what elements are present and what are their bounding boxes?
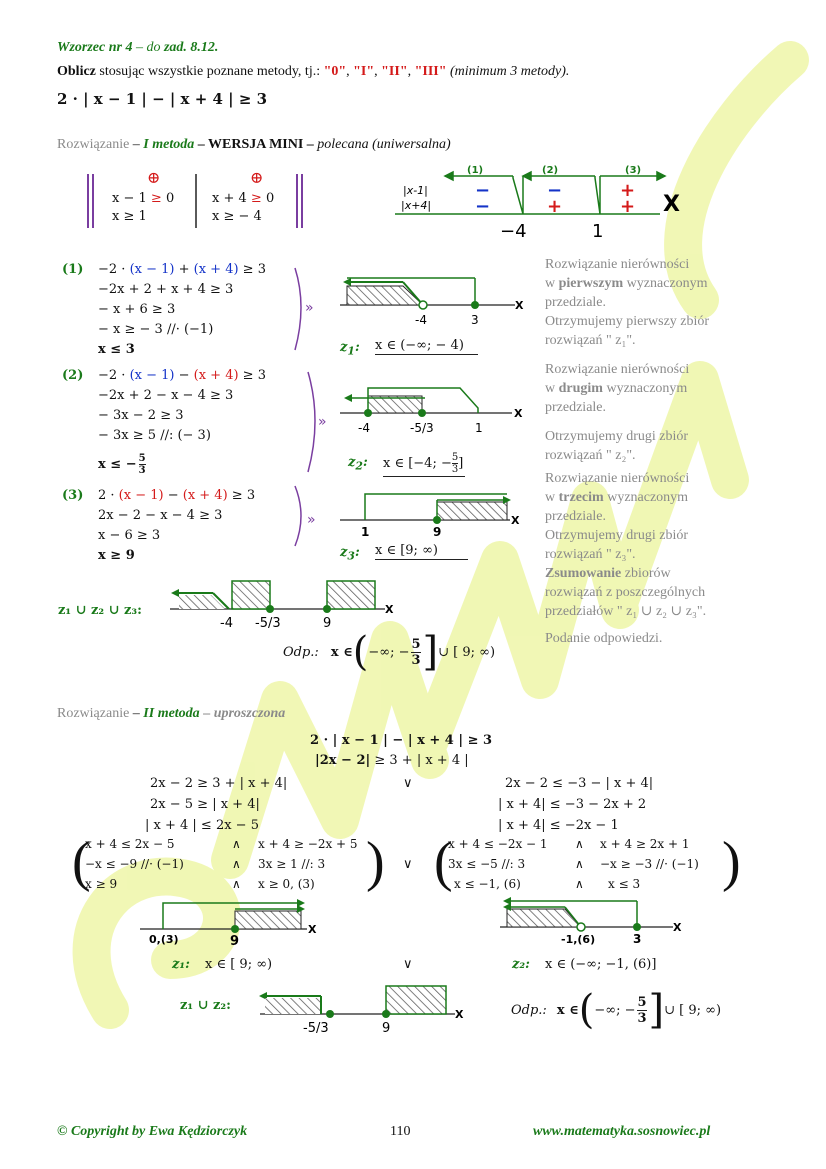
st-t1: −4 (500, 221, 527, 242)
note-5c: przedziale. (545, 509, 607, 524)
c1-l1b: (x − 1) (129, 262, 175, 277)
zero-b-line2: x ≥ − 4 (212, 209, 262, 224)
st-row2: |x+4| (401, 199, 432, 212)
m1-union-numberline (165, 575, 400, 635)
m2-right-s2a: 3x ≤ −5 //: 3 (448, 857, 526, 871)
zero-b-line1 (212, 191, 274, 206)
m2-right-rparen: ) (722, 831, 741, 893)
note-2a: Otrzymujemy pierwszy zbiór (545, 314, 710, 329)
m2-right-s3c: x ≤ 3 (608, 877, 641, 891)
st-axis: X (663, 192, 680, 217)
m2l-t2: 9 (230, 934, 240, 949)
m2-union-numberline (255, 980, 470, 1035)
zero-a-lhs: x − 1 (112, 191, 151, 206)
m2-right-lparen: ( (434, 831, 453, 893)
note-7a (545, 564, 709, 583)
note-3b (545, 379, 709, 398)
side-notes (545, 255, 709, 648)
instruction-bold: Oblicz (57, 64, 96, 79)
c2-l1 (98, 368, 266, 383)
c1-l4: − x ≥ − 3 //· (−1) (98, 322, 214, 337)
note-1b-bold: pierwszym (558, 276, 624, 291)
m1-odp: Odp.: (283, 644, 319, 660)
note-3b-bold: drugim (558, 381, 603, 396)
c2-l5-text: x ≤ − (98, 457, 137, 472)
m1-lparen: ( (352, 629, 369, 675)
zero-a-line1 (112, 191, 174, 206)
m1u-t2: -5/3 (255, 616, 281, 631)
m2-right-l3: | x + 4| ≤ −2x − 1 (498, 818, 619, 833)
st-s2a: − (547, 180, 563, 201)
m2-left-s3a: x ≥ 9 (85, 877, 118, 891)
m2-z1-label: z₁: (172, 957, 190, 972)
c3-l3: x − 6 ≥ 3 (98, 528, 161, 543)
m2u-t2: 9 (382, 1021, 391, 1035)
instruction-text: stosując wszystkie poznane metody, tj.: (95, 64, 324, 79)
footer-site-link[interactable]: www.matematyka.sosnowiec.pl (533, 1124, 711, 1139)
m2-right-s1a: x + 4 ≤ −2x − 1 (448, 837, 548, 851)
c1-chevron-icon: » (305, 300, 314, 316)
c1-num: (1) (62, 262, 84, 277)
m2-name: II metoda (143, 706, 200, 721)
c1-l3: − x + 6 ≥ 3 (98, 302, 176, 317)
c2-num: (2) (62, 368, 84, 383)
m2u-t1: -5/3 (303, 1021, 329, 1035)
m2-left-s1c: x + 4 ≥ −2x + 5 (258, 837, 358, 851)
m1-rbracket: ] (422, 629, 439, 675)
c2-fd: 3 (138, 465, 146, 476)
m2-odp: Odp.: (511, 1002, 547, 1018)
c3-l1b: (x − 1) (118, 488, 164, 503)
c2-z: z (348, 455, 356, 470)
m2-left-l1: 2x − 2 ≥ 3 + | x + 4| (150, 776, 288, 791)
method2-header (57, 706, 285, 722)
st-s3b: + (620, 196, 636, 217)
c2-zsub: 2 (355, 459, 363, 473)
m1-name: I metoda (143, 137, 195, 152)
c2-zset-text: x ∈ [−4; − (383, 456, 452, 471)
m2-left-s1a: x + 4 ≤ 2x − 5 (85, 837, 175, 851)
note-5b-pre: w (545, 490, 559, 505)
c2-t2: -5/3 (410, 421, 434, 435)
title-text: Wzorzec nr 4 (57, 40, 133, 55)
m2-e2a: |2x − 2| (315, 753, 371, 768)
st-t2: 1 (592, 221, 604, 242)
m2-ans-c: ∪ [ 9; ∞) (664, 1002, 722, 1018)
note-4a: Otrzymujemy drugi zbiór (545, 429, 689, 444)
m2-note: – uproszczona (199, 706, 286, 721)
note-8: Podanie odpowiedzi. (545, 631, 663, 646)
st-s1b: − (475, 196, 491, 217)
zero-b-rhs: 0 (261, 191, 275, 206)
c2-chevron-icon: » (318, 414, 327, 430)
c1-zsub: 1 (347, 344, 355, 358)
m2-rbracket: ] (648, 987, 665, 1033)
c2-zset (383, 452, 465, 477)
m1-union-label: z₁ ∪ z₂ ∪ z₃: (58, 603, 142, 618)
m1u-ax: X (385, 603, 394, 616)
c2-zlabel: $z_2$: (348, 455, 368, 473)
c2-l3: − 3x − 2 ≥ 3 (98, 408, 184, 423)
m2-z1-set: x ∈ [ 9; ∞) (205, 957, 273, 972)
c3-l1c: − (163, 488, 183, 503)
m2-e2b: ≥ 3 + | x + 4 | (370, 753, 469, 768)
note-7c: rozwiązań z poszczególnych (545, 585, 706, 600)
c2-l5 (98, 453, 146, 476)
m2r-ax: X (673, 921, 682, 934)
c3-ax: X (511, 514, 520, 527)
pattern-title (57, 40, 218, 56)
c2-l4: − 3x ≥ 5 //: (− 3) (98, 428, 211, 443)
c3-l4: x ≥ 9 (98, 548, 135, 563)
m2-right-s2c: −x ≥ −3 //· (−1) (600, 857, 699, 871)
c1-t2: 3 (471, 313, 479, 327)
zero-a-line2: x ≥ 1 (112, 209, 147, 224)
m2-left-rparen: ) (366, 831, 385, 893)
c2-fn: 5 (138, 453, 146, 464)
m1-label: Rozwiązanie (57, 137, 130, 152)
c3-z: z (340, 545, 348, 560)
c2-l1a: −2 · (98, 368, 130, 383)
note-7d: przedziałów " z₁ ∪ z₂ ∪ z₃". (545, 604, 707, 619)
note-6b: rozwiązań " z₃". (545, 547, 636, 562)
m1-ans-a: x ∈ (330, 644, 353, 660)
c1-l1c: + (174, 262, 194, 277)
c3-l2: 2x − 2 − x − 4 ≥ 3 (98, 508, 223, 523)
note-5a: Rozwiązanie nierówności (545, 471, 690, 486)
m2-ans-fd: 3 (637, 1010, 647, 1026)
m2-e1: 2 · | x − 1 | − | x + 4 | ≥ 3 (310, 733, 493, 748)
c3-t1: 1 (361, 525, 370, 539)
c2-zset-end: ] (458, 456, 464, 471)
footer-copyright: © Copyright by Ewa Kędziorczyk (57, 1124, 248, 1139)
c3-zlabel: $z_3$: (340, 545, 360, 563)
m1-ans-fd: 3 (411, 652, 421, 668)
m1u-t1: -4 (220, 616, 233, 631)
method-3: "III" (414, 64, 447, 79)
c1-ax: X (515, 299, 524, 312)
m2-label: Rozwiązanie (57, 706, 130, 721)
m2-e2 (315, 753, 469, 768)
m2-or-2: ∨ (403, 857, 413, 872)
note-6a: Otrzymujemy drugi zbiór (545, 528, 689, 543)
m2-right-s3b: ∧ (575, 877, 584, 891)
st-h3: (3) (625, 165, 642, 176)
c2-l2: −2x + 2 − x − 4 ≥ 3 (98, 388, 234, 403)
m2-right-numberline (495, 893, 690, 948)
c3-l1e: ≥ 3 (227, 488, 256, 503)
m2r-t2: 3 (633, 932, 642, 946)
c1-zset: x ∈ (−∞; − 4) (375, 338, 478, 355)
c3-num: (3) (62, 488, 84, 503)
note-1b-post: wyznaczonym (623, 276, 708, 291)
title-suffix: – do (132, 40, 164, 55)
m2-z2-label: z₂: (512, 957, 530, 972)
sep-2: , (374, 64, 378, 79)
note-3a: Rozwiązanie nierówności (545, 362, 690, 377)
note-1c: przedziale. (545, 295, 607, 310)
m1-ans-c: ∪ [ 9; ∞) (438, 644, 496, 660)
c1-l1d: (x + 4) (193, 262, 239, 277)
zero-b-sign: ≥ (250, 191, 262, 206)
c2-t3: 1 (475, 421, 483, 435)
note-3b-pre: w (545, 381, 559, 396)
c3-t2: 9 (433, 525, 442, 539)
c2-zfn: 5 (451, 452, 459, 463)
instruction-note: (minimum 3 metody). (446, 64, 570, 79)
m2-left-numberline (135, 895, 325, 950)
c1-t1: -4 (415, 313, 427, 327)
m1-ans-fn: 5 (411, 636, 421, 652)
st-s1a: − (475, 180, 491, 201)
c2-l1d: (x + 4) (193, 368, 239, 383)
zero-a-sign: ≥ (150, 191, 162, 206)
m2-or-3: ∨ (403, 957, 413, 972)
zero-a-rhs: 0 (161, 191, 175, 206)
m2-z2-set: x ∈ (−∞; −1, (6)] (545, 957, 657, 972)
c2-ax: X (514, 407, 523, 420)
page-number: 110 (390, 1124, 411, 1139)
c1-z: z (340, 340, 348, 355)
m2u-ax: X (455, 1008, 464, 1021)
task-ref: zad. 8.12. (163, 40, 219, 55)
m2l-ax: X (308, 923, 317, 936)
circle-plus-icon-b: ⊕ (250, 170, 264, 187)
c2-t1: -4 (358, 421, 370, 435)
c2-zfd: 3 (451, 464, 459, 475)
note-5b-post: wyznaczonym (603, 490, 689, 505)
st-h2: (2) (542, 165, 559, 176)
m2r-t1: -1,(6) (561, 933, 596, 946)
m2-right-l1: 2x − 2 ≤ −3 − | x + 4| (505, 776, 654, 791)
m2-ans-b: −∞; − (594, 1002, 636, 1018)
m2-ans-frac (637, 995, 646, 1026)
m2-answer (511, 987, 722, 1033)
m2l-t1: 0,(3) (149, 933, 179, 946)
m2-right-s1c: x + 4 ≥ 2x + 1 (600, 837, 690, 851)
sep-3: , (407, 64, 412, 79)
c1-zlabel: $z_1$: (340, 340, 360, 358)
m1-answer (283, 629, 496, 675)
note-7a-bold: Zsumowanie (545, 566, 622, 581)
c3-zsub: 3 (347, 549, 355, 563)
c3-l1d: (x + 4) (182, 488, 228, 503)
method-1: "I" (353, 64, 375, 79)
note-7a-post: zbiorów (621, 566, 671, 581)
m2-left-s2c: 3x ≥ 1 //: 3 (258, 857, 326, 871)
note-3b-post: wyznaczonym (602, 381, 688, 396)
m2-ans-a: x ∈ (556, 1002, 579, 1018)
m2-right-s2b: ∧ (575, 857, 584, 871)
sep-1: , (346, 64, 350, 79)
zero-b-lhs: x + 4 (212, 191, 251, 206)
note-1a: Rozwiązanie nierówności (545, 257, 690, 272)
c3-l1a: 2 · (98, 488, 119, 503)
m1u-t3: 9 (323, 616, 332, 631)
note-1b-pre: w (545, 276, 559, 291)
m1-version: – WERSJA MINI – (194, 137, 318, 152)
m2-left-l3: | x + 4 | ≤ 2x − 5 (145, 818, 259, 833)
c3-zset: x ∈ [9; ∞) (375, 543, 468, 560)
m2-right-s3a: x ≤ −1, (6) (454, 877, 521, 891)
note-1b (545, 274, 709, 293)
c3-chevron-icon: » (307, 512, 316, 528)
main-inequality: 2 · | x − 1 | − | x + 4 | ≥ 3 (57, 90, 268, 108)
c1-l1e: ≥ 3 (238, 262, 266, 277)
c2-l1e: ≥ 3 (238, 368, 266, 383)
m2-union-label: z₁ ∪ z₂: (180, 998, 231, 1013)
note-4b: rozwiązań " z₂". (545, 448, 636, 463)
m1-dash: – (129, 137, 144, 152)
st-s3a: + (620, 180, 636, 201)
note-2b: rozwiązań " z₁". (545, 333, 636, 348)
m2-left-lparen: ( (72, 831, 91, 893)
m2-left-s2a: −x ≤ −9 //· (−1) (85, 857, 184, 871)
m2-left-s3c: x ≥ 0, (3) (258, 877, 315, 891)
m2-left-s1b: ∧ (232, 837, 241, 851)
sign-table (395, 158, 700, 243)
instruction (57, 64, 569, 80)
method-0: "0" (323, 64, 347, 79)
note-3c: przedziale. (545, 400, 607, 415)
m2-left-l2: 2x − 5 ≥ | x + 4| (150, 797, 260, 812)
c2-l1b: (x − 1) (129, 368, 175, 383)
m2-left-s3b: ∧ (232, 877, 241, 891)
c3-l1 (98, 488, 255, 503)
st-h1: (1) (467, 165, 484, 176)
c2-l1c: − (174, 368, 194, 383)
note-5b-bold: trzecim (558, 490, 604, 505)
m2-or-1: ∨ (403, 776, 413, 791)
c1-l1 (98, 262, 266, 277)
m2-right-l2: | x + 4| ≤ −3 − 2x + 2 (498, 797, 647, 812)
m2-right-s1b: ∧ (575, 837, 584, 851)
m2-ans-fn: 5 (637, 994, 647, 1010)
c1-l1a: −2 · (98, 262, 130, 277)
method1-header (57, 137, 451, 153)
m1-ans-b: −∞; − (368, 644, 410, 660)
c1-l2: −2x + 2 + x + 4 ≥ 3 (98, 282, 234, 297)
note-5b (545, 488, 709, 507)
m2-left-s2b: ∧ (232, 857, 241, 871)
c2-frac (139, 453, 146, 476)
method-2: "II" (381, 64, 408, 79)
c1-l5: x ≤ 3 (98, 342, 135, 357)
st-s2b: + (547, 196, 563, 217)
st-row1: |x-1| (403, 184, 428, 197)
m1-note: polecana (uniwersalna) (317, 137, 451, 152)
m1-ans-frac (411, 637, 420, 668)
circle-plus-icon-a: ⊕ (147, 170, 161, 187)
m2-lparen: ( (578, 987, 595, 1033)
m2-dash: – (129, 706, 144, 721)
